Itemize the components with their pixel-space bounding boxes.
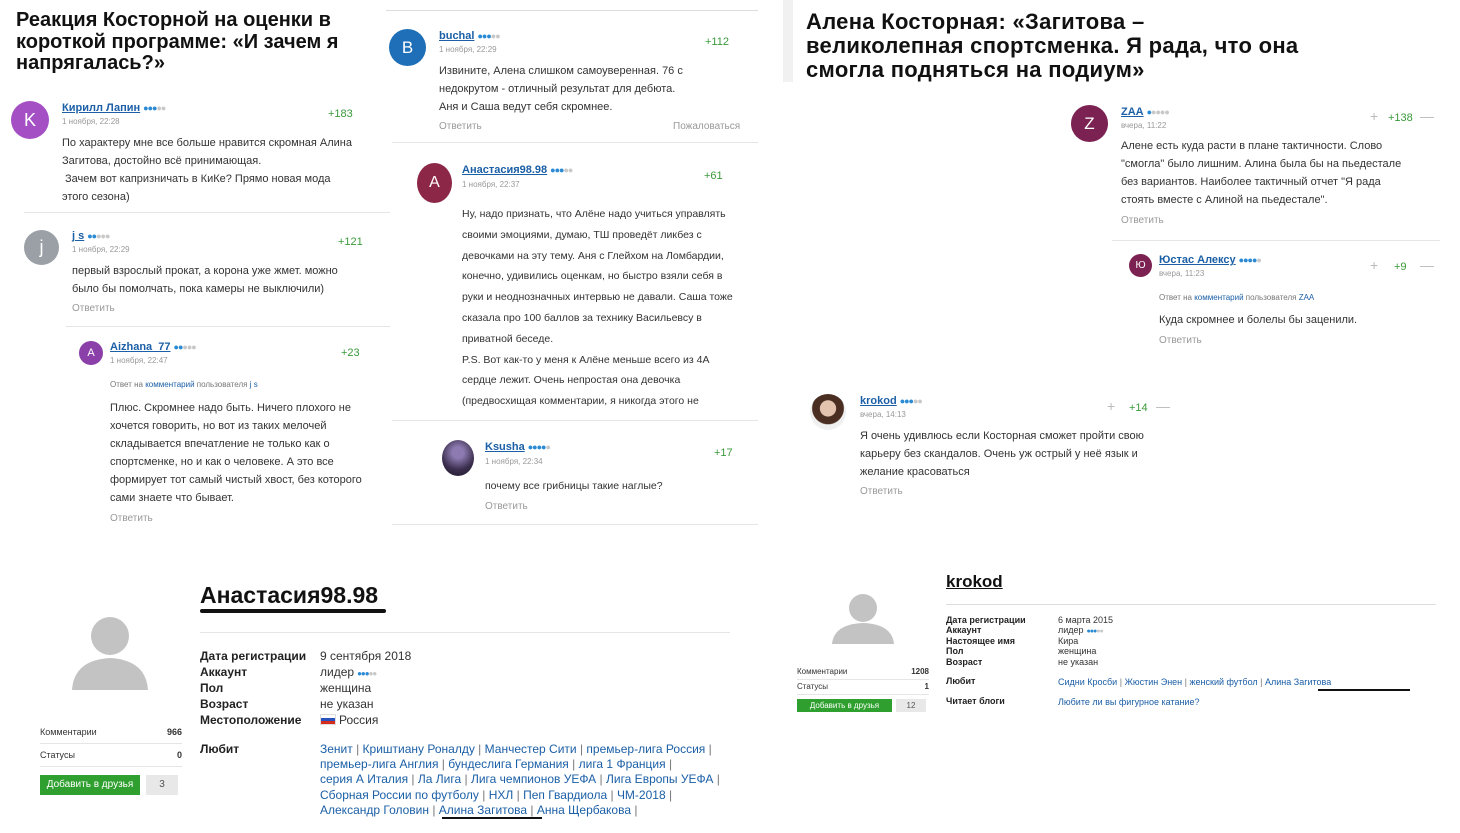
comment-author[interactable]: krokod ●●●●● xyxy=(860,395,922,407)
comment-score: +14 xyxy=(1129,402,1148,414)
comment-text: Плюс. Скромнее надо быть. Ничего плохого не хочется говорить, но вот из таких мелочей складывается впечатление не только как о спортсменке, но и как о человеке. А это все формирует тот самый чистый хвост, без которого сами знаете что бывает. xyxy=(110,402,362,504)
default-avatar-icon xyxy=(828,592,898,646)
divider xyxy=(386,10,758,11)
reply-link[interactable]: Ответить xyxy=(860,486,903,497)
like-link[interactable]: Лига чемпионов УЕФА xyxy=(470,772,597,787)
comment-score: +121 xyxy=(338,236,363,248)
comment-author[interactable]: buchal ●●●●● xyxy=(439,30,500,42)
divider xyxy=(40,743,182,744)
comment-date: 1 ноября, 22:28 xyxy=(62,117,120,126)
divider xyxy=(946,604,1436,605)
comment-date: 1 ноября, 22:34 xyxy=(485,457,543,466)
comment-author[interactable]: j s ●●●●● xyxy=(72,230,110,242)
like-link[interactable]: Жюстин Энен xyxy=(1124,677,1183,687)
comment-score: +9 xyxy=(1394,261,1407,273)
like-link[interactable]: бундеслига Германия xyxy=(448,757,569,772)
comment-text: По характеру мне все больше нравится скромная Алина Загитова, достойно всё принимающая. Зачем вот капризничать в КиКе? Прямо новая мода этого сезона) xyxy=(62,137,352,203)
stat-comments: Комментарии 966 xyxy=(40,727,182,737)
report-link[interactable]: Пожаловаться xyxy=(673,121,741,132)
stat-comments: Комментарии 1208 xyxy=(797,667,929,676)
field-label: Любит xyxy=(200,742,240,756)
comment-author[interactable]: Юстас Алексу ●●●●● xyxy=(1159,254,1261,266)
profile-info xyxy=(946,615,1436,715)
underline-mark xyxy=(442,817,542,819)
field-value: 6 марта 2015 xyxy=(1058,615,1114,625)
field-value: женщина xyxy=(1058,646,1097,657)
comment-text: Я очень удивлюсь если Косторная сможет пройти свою карьеру без скандалов. Очень уж острый у неё язык и желание красоваться xyxy=(860,430,1144,478)
add-friend-button[interactable]: Добавить в друзья xyxy=(797,699,892,712)
comment-text: первый взрослый прокат, а корона уже жмет. можно было бы помолчать, пока камеры не выключили) xyxy=(72,265,338,295)
reply-to-note: Ответ на комментарий пользователя j s xyxy=(110,380,258,389)
avatar[interactable]: B xyxy=(389,29,426,66)
like-link[interactable]: Пеп Гвардиола xyxy=(523,787,608,802)
comment-author[interactable]: Анастасия98.98 ●●●●● xyxy=(462,164,573,176)
article-headline-right[interactable]: Алена Косторная: «Загитова – великолепная спортсменка. Я рада, что она смогла подняться на подиум» xyxy=(806,9,1299,82)
reply-link[interactable]: Ответить xyxy=(439,121,482,132)
field-value: Россия xyxy=(320,712,378,728)
comment-date: 1 ноября, 22:29 xyxy=(439,45,497,54)
divider xyxy=(1112,240,1440,241)
like-link[interactable]: премьер-лига Россия xyxy=(586,742,706,756)
field-value: женщина xyxy=(320,681,372,695)
like-link[interactable]: Зенит xyxy=(320,742,353,756)
plus-icon[interactable]: + xyxy=(1370,108,1379,124)
like-link[interactable]: Манчестер Сити xyxy=(484,742,577,756)
comment-text: Алене есть куда расти в плане тактичности. Слово "смогла" было лишним. Алина была бы на пьедестале без вариантов. Наиболее тактичный отчет "Я рада стоять вместе с Алиной на пьедестале". xyxy=(1121,140,1402,206)
divider xyxy=(392,142,758,143)
field-label: Местоположение xyxy=(200,713,302,727)
avatar[interactable]: Ю xyxy=(1129,254,1152,277)
divider xyxy=(797,679,929,680)
field-label: Дата регистрации xyxy=(200,649,307,663)
field-label: Любит xyxy=(946,676,976,686)
minus-icon[interactable]: — xyxy=(1420,108,1434,124)
avatar[interactable]: K xyxy=(11,101,49,139)
divider xyxy=(200,632,730,633)
comment-text: Извините, Алена слишком самоуверенная. 76 с недокрутом - отличный результат для дебюта. Аня и Саша ведут себя скромнее. xyxy=(439,65,683,113)
minus-icon[interactable]: — xyxy=(1156,398,1170,414)
comment-author[interactable]: ZAA ●●●●● xyxy=(1121,106,1169,118)
underline-mark xyxy=(1318,689,1410,691)
reply-link[interactable]: Ответить xyxy=(72,303,115,314)
rank-dots: ●●●●● xyxy=(87,231,110,241)
rank-dots: ●●●●● xyxy=(1238,255,1261,265)
field-value: 9 сентября 2018 xyxy=(320,649,412,663)
stat-statuses: Статусы 0 xyxy=(40,750,182,760)
like-link[interactable]: Ла Лига xyxy=(417,772,462,787)
blogs-link[interactable]: Любите ли вы фигурное катание? xyxy=(1058,697,1200,707)
rank-dots: ●●●●● xyxy=(1146,107,1169,117)
profile-info xyxy=(200,648,740,828)
reply-link[interactable]: Ответить xyxy=(1121,215,1164,226)
reply-link[interactable]: Ответить xyxy=(1159,335,1202,346)
field-value: лидер ●●●●● xyxy=(1058,625,1103,636)
like-link[interactable]: лига 1 Франция xyxy=(578,757,666,772)
like-link[interactable]: Александр Головин xyxy=(320,802,429,817)
comment-text: почему все грибницы такие наглые? xyxy=(485,480,663,492)
divider xyxy=(392,420,758,421)
divider xyxy=(797,694,929,695)
rank-dots: ●●●●● xyxy=(527,442,550,452)
comment-date: вчера, 11:23 xyxy=(1159,269,1205,278)
comment-author[interactable]: Aizhana_77 ●●●●● xyxy=(110,341,196,353)
field-value: лидер ●●●●● xyxy=(320,665,377,679)
field-label: Аккаунт xyxy=(200,665,248,679)
divider xyxy=(24,212,390,213)
comment-score: +112 xyxy=(705,36,729,48)
russia-flag-icon xyxy=(320,714,336,725)
avatar[interactable]: j xyxy=(24,230,59,265)
field-label: Дата регистрации xyxy=(946,615,1026,625)
profile-username: Анастасия98.98 xyxy=(200,582,379,608)
comment-author[interactable]: Ksusha ●●●●● xyxy=(485,441,550,453)
comment-score: +23 xyxy=(341,347,360,359)
field-label: Пол xyxy=(200,681,224,695)
comment-score: +138 xyxy=(1388,112,1413,124)
article-headline-left[interactable]: Реакция Косторной на оценки в короткой программе: «И зачем я напрягалась?» xyxy=(16,9,339,75)
comment-author[interactable]: Кирилл Лапин ●●●●● xyxy=(62,102,166,114)
field-value: Кира xyxy=(1058,635,1079,646)
like-link[interactable]: серия А Италия xyxy=(320,772,409,787)
rank-dots: ●●●●● xyxy=(899,396,922,406)
avatar[interactable]: A xyxy=(417,163,452,203)
field-label: Возраст xyxy=(200,697,249,711)
like-link[interactable]: ЧМ-2018 xyxy=(616,787,666,802)
comment-score: +183 xyxy=(328,108,353,120)
avatar[interactable]: Z xyxy=(1071,105,1108,142)
divider xyxy=(66,326,390,327)
like-link[interactable]: НХЛ xyxy=(488,787,514,802)
field-value: не указан xyxy=(1058,656,1099,667)
comment-date: 1 ноября, 22:29 xyxy=(72,245,130,254)
minus-icon[interactable]: — xyxy=(1420,257,1434,273)
like-link[interactable]: Алина Загитова xyxy=(438,802,528,817)
field-label: Настоящее имя xyxy=(946,635,1015,646)
add-friend-button[interactable]: Добавить в друзья xyxy=(40,775,140,795)
likes-list[interactable]: Сидни Кросби | Жюстин Энен | женский футбол | Алина Загитова xyxy=(1058,677,1332,687)
comment-score: +17 xyxy=(714,447,733,459)
rank-dots: ●●●●● xyxy=(477,31,500,41)
stat-statuses: Статусы 1 xyxy=(797,682,929,691)
comment-date: 1 ноября, 22:37 xyxy=(462,180,520,189)
field-label: Читает блоги xyxy=(946,696,1005,706)
comment-text: Куда скромнее и болелы бы заценили. xyxy=(1159,314,1358,326)
field-label: Возраст xyxy=(946,656,983,667)
field-value: не указан xyxy=(320,697,374,711)
field-label: Пол xyxy=(946,646,964,657)
default-avatar-icon xyxy=(70,612,150,692)
reply-link[interactable]: Ответить xyxy=(485,501,528,512)
comment-date: 1 ноября, 22:47 xyxy=(110,356,168,365)
reply-link[interactable]: Ответить xyxy=(110,513,153,524)
rank-dots: ●●●●● xyxy=(143,103,166,113)
like-link[interactable]: Сидни Кросби xyxy=(1058,677,1118,687)
friends-count: 12 xyxy=(896,699,926,712)
divider xyxy=(392,524,758,525)
user-photo[interactable] xyxy=(810,394,846,430)
underline-mark xyxy=(200,609,386,613)
like-link[interactable]: Лига Европы УЕФА xyxy=(605,772,714,787)
rank-dots: ●●●●● xyxy=(550,165,573,175)
comment-text: Ну, надо признать, что Алёне надо учиться управлять своими эмоциями, думаю, ТШ проведёт ликбез с девочками на эту тему. Аня с Глейхом на Ломбардии, конечно, удивились оценкам, но быстро взяли себя в руки и неоднозначных интервью не давали. Саша тоже сказала про 100 баллов за технику Васильевсу в приватной беседе. P.S. Вот как-то у меня к Алёне меньше всего из 4А сердце лежит. Очень непростая она девочка (предвосхищая комментарии, я никогда этого не xyxy=(462,208,733,408)
like-link[interactable]: Анна Щербакова xyxy=(536,802,631,817)
comment-date: вчера, 11:22 xyxy=(1121,121,1167,130)
rank-dots: ●●●●● xyxy=(173,342,196,352)
like-link[interactable]: премьер-лига Англия xyxy=(320,757,439,772)
panel-gap xyxy=(783,0,793,82)
like-link[interactable]: Сборная России по футболу xyxy=(320,787,479,802)
profile-username: krokod xyxy=(946,572,1003,591)
like-link[interactable]: Алина Загитова xyxy=(1265,677,1332,687)
like-link[interactable]: Криштиану Роналду xyxy=(362,742,475,756)
comment-date: вчера, 14:13 xyxy=(860,410,906,419)
user-photo[interactable] xyxy=(442,440,474,476)
friends-count: 3 xyxy=(146,775,178,795)
comment-score: +61 xyxy=(704,170,723,182)
like-link[interactable]: женский футбол xyxy=(1189,677,1258,687)
reply-to-note: Ответ на комментарий пользователя ZAA xyxy=(1159,293,1315,302)
plus-icon[interactable]: + xyxy=(1370,257,1379,273)
avatar[interactable]: A xyxy=(79,341,103,365)
divider xyxy=(40,766,182,767)
plus-icon[interactable]: + xyxy=(1107,398,1116,414)
likes-list[interactable]: Зенит | Криштиану Роналду | Манчестер Сити | премьер-лига Россия | премьер-лига Англия | бундеслига Германия | лига 1 Франция | серия А Италия | Ла Лига | Лига чемпионов УЕФА | Лига Европы УЕФА | Сборная России по футболу | НХЛ | Пеп Гвардиола | ЧМ-2018 | Александр Головин | Алина Загитова | Анна Щербакова | xyxy=(320,742,720,817)
field-label: Аккаунт xyxy=(946,625,982,636)
